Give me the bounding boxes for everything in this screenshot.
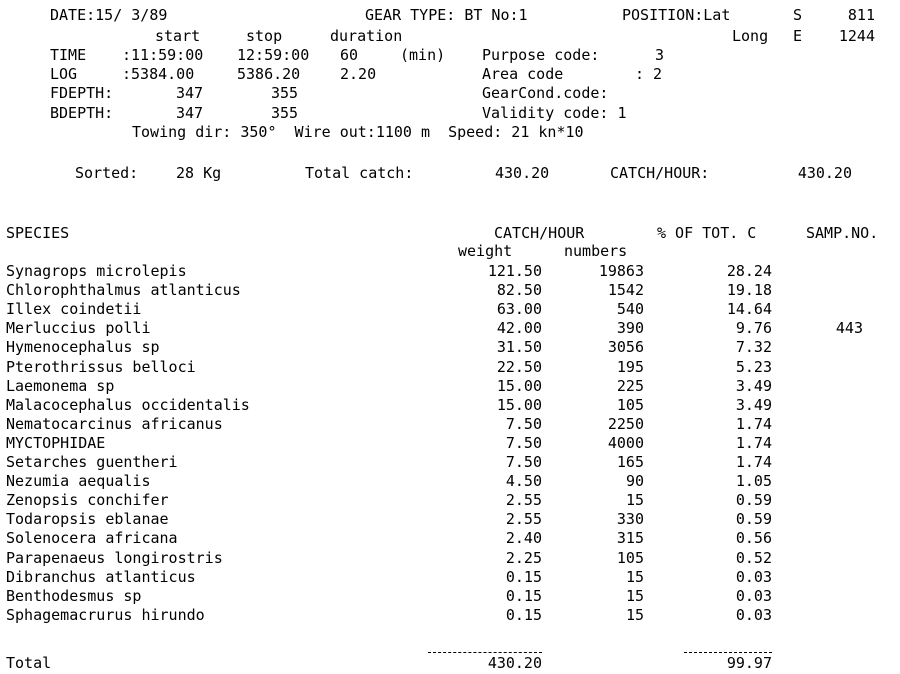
- numbers-value: 19863: [598, 262, 644, 280]
- percent-value: 28.24: [726, 262, 772, 280]
- lat-value: 811: [847, 6, 875, 24]
- species-name: Setarches guentheri: [6, 453, 178, 471]
- column-duration-label: duration: [330, 27, 403, 45]
- percent-value: 0.03: [735, 606, 772, 624]
- fdepth-start: 347: [176, 84, 204, 102]
- numbers-value: 225: [616, 377, 644, 395]
- species-name: Nematocarcinus africanus: [6, 415, 223, 433]
- weight-value: 2.25: [505, 549, 542, 567]
- time-stop: 12:59:00: [237, 46, 310, 64]
- date-field: DATE:15/ 3/89: [50, 6, 168, 24]
- numbers-column-header: numbers: [564, 242, 628, 260]
- numbers-value: 315: [616, 529, 644, 547]
- percent-value: 1.74: [735, 434, 772, 452]
- bdepth-stop: 355: [271, 104, 299, 122]
- numbers-value: 2250: [607, 415, 644, 433]
- weight-value: 15.00: [496, 396, 542, 414]
- species-name: Nezumia aequalis: [6, 472, 151, 490]
- bdepth-label: BDEPTH:: [50, 104, 114, 122]
- numbers-value: 3056: [607, 338, 644, 356]
- percent-value: 5.23: [735, 358, 772, 376]
- catch-per-hour-value: 430.20: [797, 164, 852, 182]
- weight-value: 42.00: [496, 319, 542, 337]
- time-unit: (min): [400, 46, 446, 64]
- towing-info: Towing dir: 350° Wire out:1100 m Speed: 21 kn*10: [132, 123, 584, 141]
- percent-value: 3.49: [735, 396, 772, 414]
- sample-number-column-header: SAMP.NO.: [806, 224, 879, 242]
- weight-column-header: weight: [458, 242, 513, 260]
- percent-value: 0.03: [735, 568, 772, 586]
- percent-value: 0.03: [735, 587, 772, 605]
- lat-hemisphere: S: [793, 6, 803, 24]
- weight-value: 15.00: [496, 377, 542, 395]
- numbers-value: 105: [616, 549, 644, 567]
- species-name: Laemonema sp: [6, 377, 115, 395]
- time-label: TIME: [50, 46, 87, 64]
- log-label: LOG: [50, 65, 78, 83]
- percent-total-column-header: % OF TOT. C: [657, 224, 757, 242]
- log-stop: 5386.20: [237, 65, 301, 83]
- column-stop-label: stop: [246, 27, 283, 45]
- area-code-label: Area code: [482, 65, 564, 83]
- weight-value: 2.55: [505, 510, 542, 528]
- species-name: Zenopsis conchifer: [6, 491, 169, 509]
- fdepth-label: FDEPTH:: [50, 84, 114, 102]
- percent-value: 3.49: [735, 377, 772, 395]
- numbers-value: 15: [625, 568, 644, 586]
- weight-value: 22.50: [496, 358, 542, 376]
- species-name: Hymenocephalus sp: [6, 338, 160, 356]
- area-code-value: : 2: [635, 65, 663, 83]
- weight-value: 63.00: [496, 300, 542, 318]
- species-column-header: SPECIES: [6, 224, 70, 242]
- species-name: Sphagemacrurus hirundo: [6, 606, 205, 624]
- percent-value: 1.05: [735, 472, 772, 490]
- percent-value: 19.18: [726, 281, 772, 299]
- percent-value: 0.56: [735, 529, 772, 547]
- percent-value: 0.59: [735, 491, 772, 509]
- purpose-code-value: 3: [655, 46, 665, 64]
- bdepth-start: 347: [176, 104, 204, 122]
- species-name: Dibranchus atlanticus: [6, 568, 196, 586]
- percent-value: 0.59: [735, 510, 772, 528]
- weight-value: 2.40: [505, 529, 542, 547]
- total-row-label: Total: [6, 654, 52, 672]
- percent-total-rule: [684, 652, 772, 653]
- numbers-value: 330: [616, 510, 644, 528]
- log-start: :5384.00: [122, 65, 195, 83]
- percent-value: 14.64: [726, 300, 772, 318]
- species-name: Malacocephalus occidentalis: [6, 396, 250, 414]
- validity-code: Validity code: 1: [482, 104, 627, 122]
- catch-hour-column-header: CATCH/HOUR: [494, 224, 585, 242]
- percent-value: 9.76: [735, 319, 772, 337]
- numbers-value: 15: [625, 587, 644, 605]
- time-duration: 60: [340, 46, 359, 64]
- species-name: Chlorophthalmus atlanticus: [6, 281, 241, 299]
- weight-value: 82.50: [496, 281, 542, 299]
- total-percent: 99.97: [726, 654, 772, 672]
- weight-value: 121.50: [487, 262, 542, 280]
- numbers-value: 4000: [607, 434, 644, 452]
- gear-condition-label: GearCond.code:: [482, 84, 609, 102]
- position-label: POSITION:Lat: [622, 6, 731, 24]
- numbers-value: 390: [616, 319, 644, 337]
- sorted-value: 28 Kg: [176, 164, 222, 182]
- weight-value: 7.50: [505, 453, 542, 471]
- species-name: Benthodesmus sp: [6, 587, 142, 605]
- purpose-code-label: Purpose code:: [482, 46, 600, 64]
- weight-value: 31.50: [496, 338, 542, 356]
- gear-type-field: GEAR TYPE: BT No:1: [365, 6, 528, 24]
- long-hemisphere: E: [793, 27, 803, 45]
- weight-value: 7.50: [505, 415, 542, 433]
- percent-value: 1.74: [735, 453, 772, 471]
- total-catch-value: 430.20: [495, 164, 550, 182]
- numbers-value: 15: [625, 491, 644, 509]
- numbers-value: 105: [616, 396, 644, 414]
- total-weight: 430.20: [487, 654, 542, 672]
- numbers-value: 195: [616, 358, 644, 376]
- sample-number-value: 443: [835, 319, 863, 337]
- weight-value: 2.55: [505, 491, 542, 509]
- species-name: Pterothrissus belloci: [6, 358, 196, 376]
- total-catch-label: Total catch:: [305, 164, 414, 182]
- percent-value: 0.52: [735, 549, 772, 567]
- weight-value: 0.15: [505, 568, 542, 586]
- species-name: Illex coindetii: [6, 300, 142, 318]
- species-name: Solenocera africana: [6, 529, 178, 547]
- percent-value: 1.74: [735, 415, 772, 433]
- percent-value: 7.32: [735, 338, 772, 356]
- time-start: :11:59:00: [122, 46, 204, 64]
- weight-value: 0.15: [505, 606, 542, 624]
- weight-value: 7.50: [505, 434, 542, 452]
- numbers-value: 540: [616, 300, 644, 318]
- species-name: Synagrops microlepis: [6, 262, 187, 280]
- sorted-label: Sorted:: [75, 164, 139, 182]
- log-duration: 2.20: [340, 65, 377, 83]
- fdepth-stop: 355: [271, 84, 299, 102]
- weight-total-rule: [428, 652, 542, 653]
- weight-value: 0.15: [505, 587, 542, 605]
- species-name: Merluccius polli: [6, 319, 151, 337]
- numbers-value: 15: [625, 606, 644, 624]
- weight-value: 4.50: [505, 472, 542, 490]
- numbers-value: 165: [616, 453, 644, 471]
- catch-per-hour-label: CATCH/HOUR:: [610, 164, 710, 182]
- species-name: Todaropsis eblanae: [6, 510, 169, 528]
- species-name: Parapenaeus longirostris: [6, 549, 223, 567]
- long-label: Long: [732, 27, 769, 45]
- column-start-label: start: [155, 27, 201, 45]
- long-value: 1244: [838, 27, 875, 45]
- species-name: MYCTOPHIDAE: [6, 434, 106, 452]
- numbers-value: 1542: [607, 281, 644, 299]
- numbers-value: 90: [625, 472, 644, 490]
